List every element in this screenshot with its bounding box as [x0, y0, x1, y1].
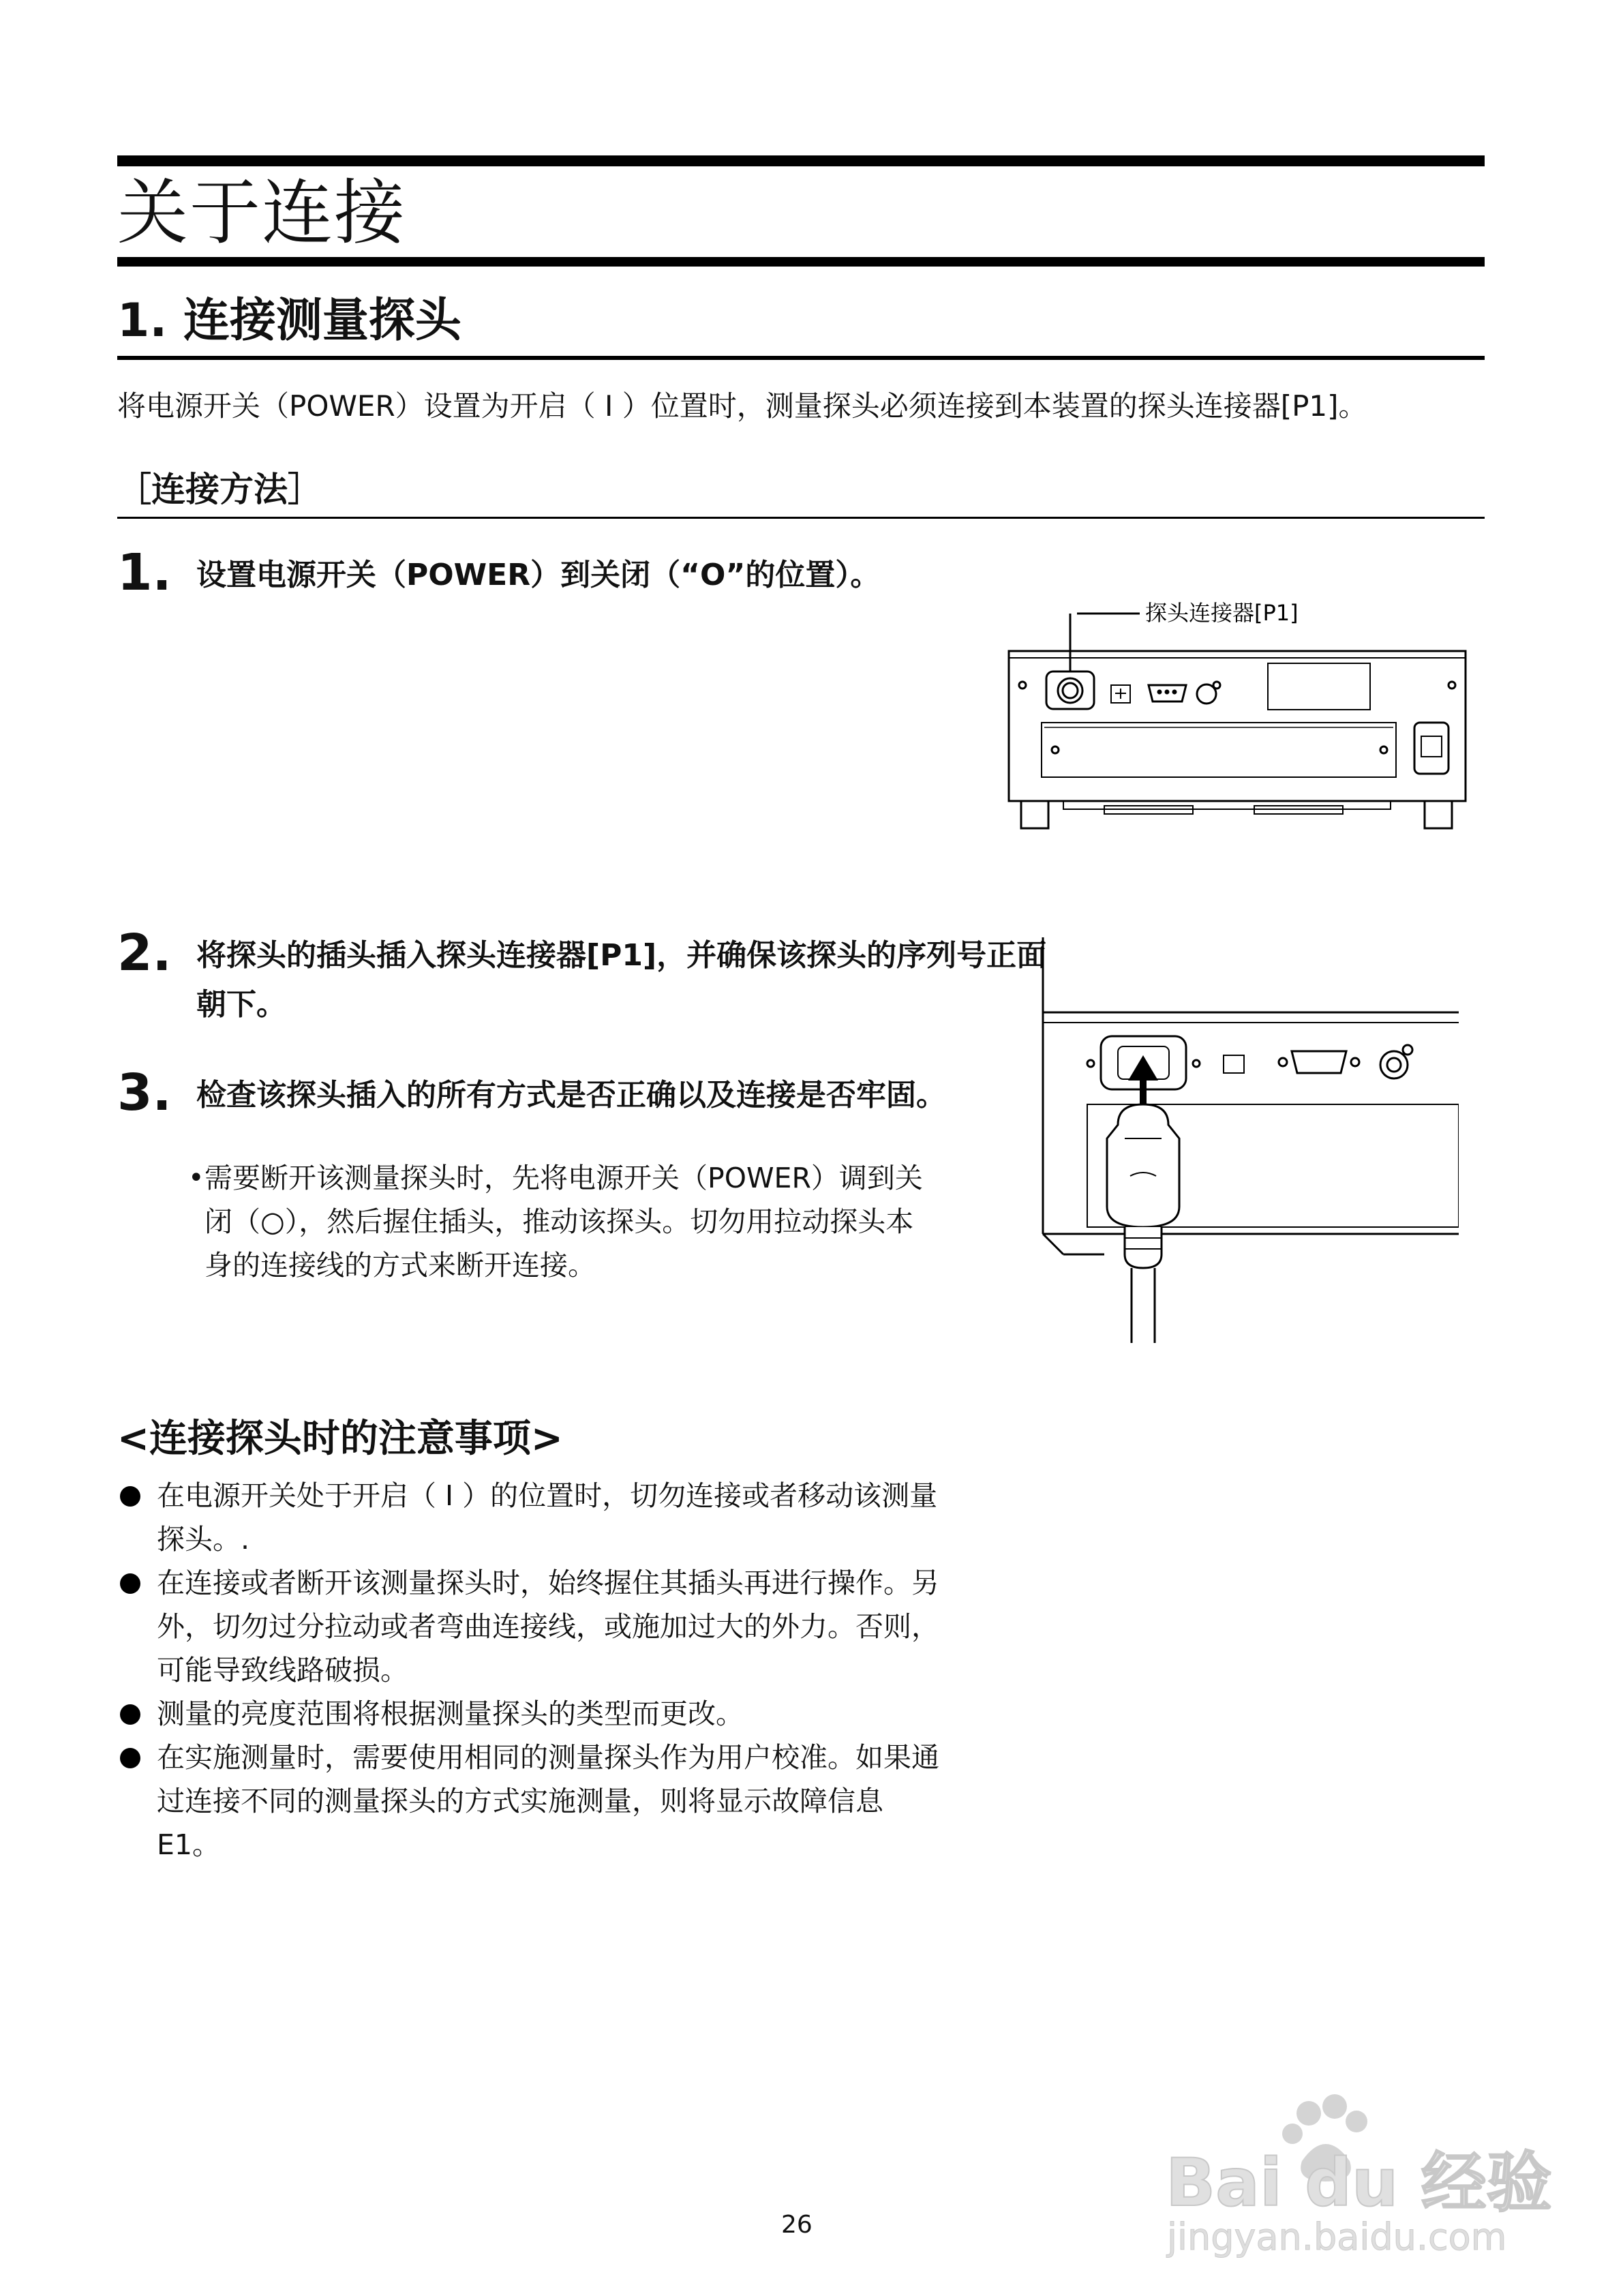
- probe-connector-label: 探头连接器[P1]: [1145, 600, 1299, 626]
- note-text: 在连接或者断开该测量探头时，始终握住其插头再进行操作。另外，切勿过分拉动或者弯曲连接线，或施加过大的外力。否则，可能导致线路破损。: [157, 1567, 939, 1687]
- step-text: 将探头的插头插入探头连接器[P1]，并确保该探头的序列号正面朝下。: [196, 938, 1047, 1022]
- method-heading: ［连接方法］: [117, 470, 322, 509]
- bullet-disc-icon: [120, 1573, 140, 1594]
- plug-insertion-figure: [1022, 934, 1459, 1343]
- bullet-disc-icon: [120, 1704, 140, 1725]
- note-text: 在实施测量时，需要使用相同的测量探头作为用户校准。如果通过连接不同的测量探头的方式实施测量，则将显示故障信息 E1。: [157, 1741, 939, 1861]
- watermark-url: jingyan.baidu.com: [1167, 2216, 1507, 2259]
- note-item: [117, 1692, 956, 1736]
- baidu-watermark-logo: [1152, 2086, 1561, 2263]
- step-number: 2.: [117, 924, 172, 982]
- section-heading: 1. 连接测量探头: [117, 294, 461, 348]
- note-text: 在电源开关处于开启（ I ）的位置时，切勿连接或者移动该测量探头。.: [157, 1479, 938, 1556]
- notes-heading: <连接探头时的注意事项>: [117, 1417, 563, 1461]
- rear-panel-figure: [982, 583, 1486, 856]
- note-item: [117, 1561, 956, 1692]
- watermark-brand: Bai du 经验: [1166, 2145, 1552, 2221]
- note-item: [117, 1474, 956, 1561]
- method-rule: [117, 517, 1485, 519]
- note-item: [117, 1736, 956, 1867]
- bullet-dot-icon: •: [188, 1162, 204, 1194]
- notes-list: [117, 1474, 956, 1867]
- section-rule: [117, 356, 1485, 360]
- page-title: 关于连接: [117, 171, 407, 254]
- intro-paragraph: 将电源开关（POWER）设置为开启（ I ）位置时，测量探头必须连接到本装置的探头连接器[P1]。: [117, 389, 1367, 423]
- title-rule-top: [117, 155, 1485, 166]
- step-number: 1.: [117, 543, 172, 602]
- note-text: 测量的亮度范围将根据测量探头的类型而更改。: [157, 1697, 744, 1730]
- bullet-disc-icon: [120, 1486, 140, 1507]
- step-text: 检查该探头插入的所有方式是否正确以及连接是否牢固。: [196, 1078, 946, 1113]
- step-text: 设置电源开关（POWER）到关闭（“O”的位置）。: [196, 558, 881, 592]
- bullet-text: 需要断开该测量探头时，先将电源开关（POWER）调到关闭（○），然后握住插头，推动该探头。切勿用拉动探头本身的连接线的方式来断开连接。: [204, 1162, 923, 1282]
- step-3-bullet: [188, 1156, 941, 1287]
- bullet-disc-icon: [120, 1748, 140, 1768]
- title-rule-bottom: [117, 257, 1485, 267]
- step-number: 3.: [117, 1063, 172, 1122]
- page-number: 26: [781, 2211, 813, 2239]
